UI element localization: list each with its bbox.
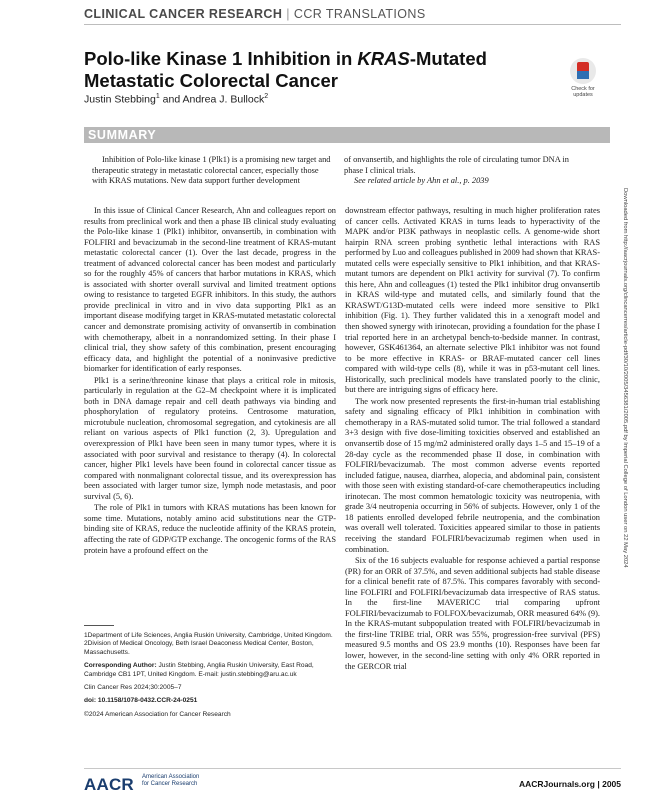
journal-header [84, 7, 426, 21]
summary-heading: SUMMARY [88, 128, 157, 142]
summary-heading-bar [84, 127, 610, 143]
summary-right-text: of onvansertib, and highlights the role of circulating tumor DNA in phase I clinical trials. [344, 155, 569, 175]
doi-line [84, 697, 338, 705]
download-side-note [620, 190, 630, 750]
body-column-left [84, 206, 336, 556]
doi-label: doi: [84, 697, 97, 705]
affiliation-text: 1Department of Life Sciences, Anglia Ruskin University, Cambridge, United Kingdom. 2Division of Medical Oncology, Beth Israel Deaconess Medical Center, Boston, Massachusetts. [84, 632, 333, 656]
corresponding-author [84, 662, 338, 679]
body-paragraph: Six of the 16 subjects evaluable for response achieved a partial response (PR) for an ORR of 37.5%, and seven additional subjects had stable disease for a clinical benefit rate of 87.5%. This compares favorably with second-line FOLFIRI and FOLFIRI/bevacizumab data irrespective of RAS status. In the first-line MAVERICC trial comparing upfront FOLFIRI/bevacizumab to FOLFOX/bevacizumab, ORR measured 64% (9). In the KRAS-mutant subpopulation treated with FOLFIRI/bevacizumab in the first-line TRIBE trial, ORR was 55%, progression-free survival (PFS) measured 9.5 months and OS 23.9 months (10). Responses have been far lower, however, in the second-line setting with only 4% ORR reported in the GERCOR trial [345, 556, 600, 671]
journal-name: CLINICAL CANCER RESEARCH [84, 7, 283, 21]
aacr-logo: AACR [84, 775, 134, 794]
title-italic: KRAS [357, 48, 410, 69]
logo-sub-line2: for Cancer Research [142, 781, 198, 787]
section-name: CCR TRANSLATIONS [293, 7, 426, 21]
body-paragraph: The work now presented represents the first-in-human trial establishing safety and signaling efficacy of Plk1 inhibition in combination with chemotherapy in a RAS-mutated solid tumor. The trial followed a standard 3+3 design with five dose-limiting toxicities observed and established an onvansertib dose of 15 mg/m2 administered orally days 1–5 and 15–19 of a 28-day cycle as the recommended phase II dose, in combination with FOLFIRI/bevacizumab. The most common adverse events reported included fatigue, nausea, diarrhea, alopecia, and abdominal pain, consistent with those seen with existing standard-of-care chemotherapeutics including irinotecan. The most common hematologic toxicity was neutropenia, with grade 3/4 neutropenia occurring in 56% of subjects. However, only 1 of the 18 patients enrolled developed febrile neutropenia, and the combination was overall well tolerated. Toxicities appeared similar to those in patients receiving the standard FOLFIRI/bevacizumab regimen when used in combination. [345, 396, 600, 554]
author-2[interactable]: Andrea J. Bullock [182, 93, 265, 106]
author-1-sup: 1 [155, 93, 160, 100]
body-paragraph: The role of Plk1 in tumors with KRAS mutations has been known for some time. Mutations, notably amino acid substitutions near the GTP-binding site of KRAS, reduce the nucleotide affinity of the KRAS protein, affecting the rate of GDP/GTP exchange. The oncogenic forms of the RAS protein have a profound effect on the [84, 503, 336, 555]
doi-link[interactable]: 10.1158/1078-0432.CCR-24-0251 [96, 697, 198, 705]
header-rule [84, 24, 621, 25]
related-article-link[interactable]: See related article by Ahn et al., p. 2039 [354, 176, 489, 186]
corresponding-text: Justin Stebbing, Anglia Ruskin University, East Road, Cambridge CB1 1PT, United Kingdom. E-mail: justin.stebbing@aru.ac.uk [84, 662, 314, 678]
summary-text-right [344, 155, 590, 187]
author-and: and [159, 93, 183, 106]
body-paragraph: downstream effector pathways, resulting in much higher proliferation rates of cancer cells. Activated KRAS in turns leads to hyperactivity of the MAPK and/or PI3K pathways in neoplastic cells. A genome-wide short hairpin RNA screen probing synthetic lethal interactions with RAS performed by Luo and colleagues published in 2009 had shown that KRAS-mutated cells were especially sensitive to Plk1 inhibition, and that KRAS-mutant tumors are dependent on Plk1 activity for survival (7). To confirm this here, Ahn and colleagues (1) tested the Plk1 inhibitor drug onvansertib in KRAS wild-type and mutated cells, and similarly found that the KRASWT/G13D-mutated cells were indeed more sensitive to Plk1 inhibition (Fig. 1). They further validated this in a xenograft model and then showed synergy with irinotecan, providing a foundation for the phase I trial reported here in an archetypal bench-to-bedside manner. In contrast, however, GSK461364, an alternate selective Plk1 inhibitor was not found to be more effective in KRAS- or BRAF-mutated cancer cell lines compared with wild-type cells (8), while it was in p53-mutant cell lines. Historically, such preclinical models have translated poorly to the clinic, but there are intriguing signs of efficacy here. [345, 206, 600, 395]
body-paragraph: In this issue of Clinical Cancer Research, Ahn and colleagues report on results from preclinical work and then a phase IB clinical study evaluating the Polo-like kinase 1 (Plk1) inhibitor, onvansertib, in combination with FOLFIRI and bevacizumab in the second-line treatment of KRAS-mutant metastatic colorectal cancer (1). Over the last decade, progress in the treatment of advanced colorectal cancer has been modest and particularly so for the roughly 45% of cancers that harbor mutations in KRAS, which is associated with shorter overall survival and limited treatment options owing to resistance to targeted EGFR inhibitors. In this study, the authors provide preclinical in vitro and in vivo data supporting Plk1 as an important disease modifying target in KRAS-mutated metastatic colorectal cancer and demonstrate promising activity of onvansertib in combination with chemotherapy, albeit in a nonrandomized setting. In their phase I clinical trial, they show safety of this combination, present encouraging efficacy data, and highlight the potential of a noninvasive predictive biomarker for identification of early responses. [84, 206, 336, 374]
body-paragraph: Plk1 is a serine/threonine kinase that plays a critical role in mitosis, particularly in regulation at the G2–M checkpoint where it is implicated both in DNA damage repair and cell death pathways via binding and phosphorylation of regulatory proteins. Centrosome maturation, microtubule nucleation, chromosomal segregation, and cytokinesis are all reliant on various aspects of Plk1 function (2, 3). Upregulation and overexpression of Plk1 have been seen in many tumor types, where it is associated with poor survival and resistance to therapy (4). In colorectal cancer, higher Plk1 levels have been found in colorectal cancer tissue as compared with nonmalignant colorectal tissue, and its overexpression has been associated with larger tumor size, lymph node metastasis, and poor survival (5, 6). [84, 375, 336, 501]
body-column-right [345, 206, 600, 672]
citation: Clin Cancer Res 2024;30:2005–7 [84, 684, 182, 692]
footer-rule [84, 768, 621, 769]
check-for-updates-badge[interactable] [565, 58, 601, 98]
article-title [84, 48, 544, 92]
corresponding-label: Corresponding Author: [84, 662, 157, 670]
title-part1: Polo-like Kinase 1 Inhibition in [84, 48, 358, 69]
summary-text-left: Inhibition of Polo-like kinase 1 (Plk1) is a promising new target and therapeutic strategy in metastatic colorectal cancer, especially those with KRAS mutations. New data support further development [92, 155, 331, 186]
author-line [84, 93, 268, 106]
copyright: ©2024 American Association for Cancer Research [84, 710, 231, 718]
author-2-sup: 2 [264, 93, 269, 100]
author-1[interactable]: Justin Stebbing [84, 93, 156, 106]
download-side-text: Downloaded from http://aacrjournals.org/clincancerres/article-pdf/30/10/2005/3456381/2005.pdf by Imperial College of London user on 22 May 2024 [622, 188, 628, 568]
title-part2: -Mutated Metastatic Colorectal Cancer [84, 48, 487, 91]
affiliations-block [84, 632, 338, 719]
crossmark-label: Check for updates [571, 86, 595, 98]
logo-sub-line1: American Association [142, 774, 200, 780]
crossmark-icon [570, 58, 596, 84]
header-separator: | [286, 7, 290, 21]
affiliation-rule [84, 625, 114, 626]
journal-page-footer[interactable]: AACRJournals.org | 2005 [518, 779, 621, 789]
aacr-logo-subtitle [142, 774, 199, 788]
